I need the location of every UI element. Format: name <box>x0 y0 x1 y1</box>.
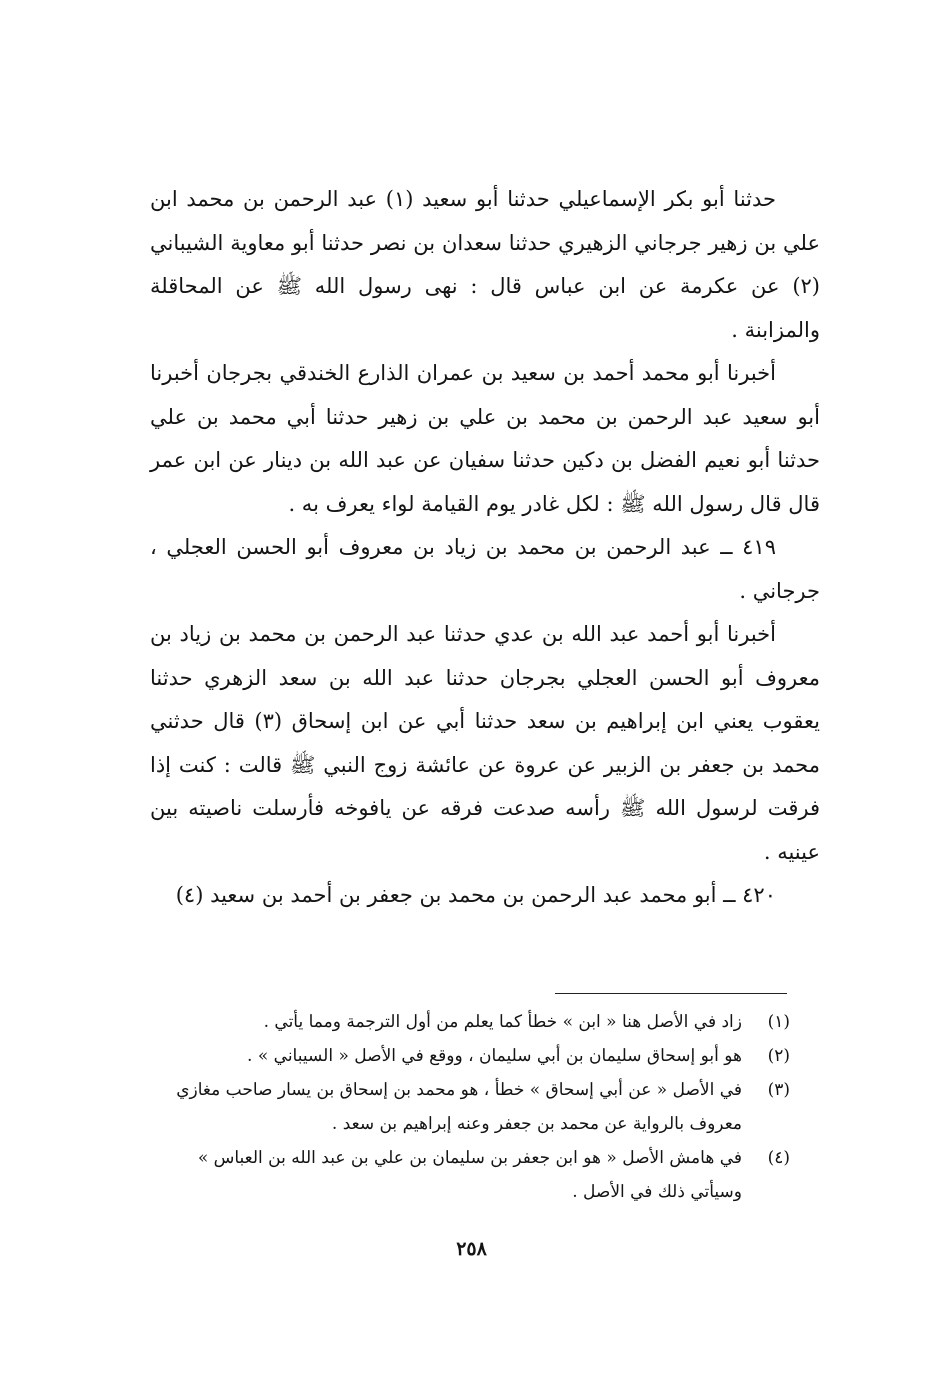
paragraph-hadith-1: حدثنا أبو بكر الإسماعيلي حدثنا أبو سعيد (١) عبد الرحمن بن محمد ابن علي بن زهير جرجاني الزهيري حدثنا سعدان بن نصر حدثنا أبو معاوية الشيباني (٢) عن عكرمة عن ابن عباس قال : نهى رسول الله ﷺ عن المحاقلة والمزابنة . <box>150 187 820 342</box>
footnote-3 <box>150 1073 790 1141</box>
footnote-number: (٣) <box>767 1080 790 1100</box>
paragraph-hadith-3: أخبرنا أبو أحمد عبد الله بن عدي حدثنا عبد الرحمن بن محمد بن زياد بن معروف أبو الحسن العجلي بجرجان حدثنا عبد الله بن سعد الزهري حدثنا يعقوب يعني ابن إبراهيم بن سعد حدثنا أبي عن ابن إسحاق (٣) قال حدثني محمد بن جعفر بن الزبير عن عروة عن عائشة زوج النبي ﷺ قالت : كنت إذا فرقت لرسول الله ﷺ رأسه صدعت فرقه عن يافوخه فأرسلت ناصيته بين عينيه . <box>150 622 820 864</box>
paragraph-hadith-2: أخبرنا أبو محمد أحمد بن سعيد بن عمران الذارع الخندقي بجرجان أخبرنا أبو سعيد عبد الرحمن بن محمد بن علي بن زهير حدثنا أبي محمد بن علي حدثنا أبو نعيم الفضل بن دكين حدثنا سفيان عن عبد الله بن دينار عن ابن عمر قال قال رسول الله ﷺ : لكل غادر يوم القيامة لواء يعرف به . <box>150 361 820 516</box>
footnotes <box>150 1005 790 1209</box>
footnote-1 <box>150 1005 790 1039</box>
biography-entry-419: ٤١٩ ــ عبد الرحمن بن محمد بن زياد بن معروف أبو الحسن العجلي ، جرجاني . <box>150 535 820 603</box>
footnote-separator <box>555 993 787 994</box>
footnote-2 <box>150 1039 790 1073</box>
footnote-text: في هامش الأصل « هو ابن جعفر بن سليمان بن علي بن عبد الله بن العباس » وسيأتي ذلك في الأصل . <box>197 1148 742 1202</box>
biography-entry-420: ٤٢٠ ــ أبو محمد عبد الرحمن بن محمد بن جعفر بن أحمد بن سعيد (٤) <box>175 883 776 907</box>
footnote-text: في الأصل « عن أبي إسحاق » خطأ ، هو محمد بن إسحاق بن يسار صاحب مغازي معروف بالرواية عن محمد بن جعفر وعنه إبراهيم بن سعد . <box>176 1080 742 1134</box>
page-number: ٢٥٨ <box>456 1238 487 1260</box>
footnote-number: (٤) <box>767 1148 790 1168</box>
main-text <box>150 178 820 918</box>
footnote-4 <box>150 1141 790 1209</box>
footnote-text: زاد في الأصل هنا « ابن » خطأ كما يعلم من أول الترجمة ومما يأتي . <box>263 1012 742 1032</box>
footnote-text: هو أبو إسحاق سليمان بن أبي سليمان ، ووقع في الأصل « السيباني » . <box>247 1046 742 1066</box>
footnote-number: (١) <box>767 1012 790 1032</box>
footnote-number: (٢) <box>767 1046 790 1066</box>
